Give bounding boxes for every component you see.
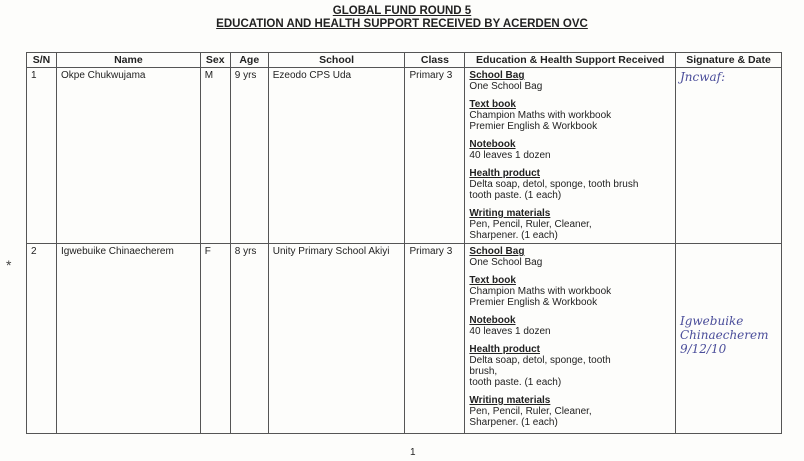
cell-school: Ezeodo CPS Uda — [268, 68, 405, 244]
support-item-line: tooth paste. (1 each) — [469, 377, 562, 388]
table-row — [27, 68, 782, 244]
support-item-line: Premier English & Workbook — [469, 297, 598, 308]
support-item-heading: Health product — [469, 168, 540, 179]
support-item-heading: Health product — [469, 344, 540, 355]
support-item-heading: Writing materials — [469, 208, 551, 219]
table-row — [27, 244, 782, 434]
column-header: Age — [230, 53, 268, 68]
support-table — [26, 52, 782, 434]
cell-age: 8 yrs — [230, 244, 268, 434]
support-item-heading: School Bag — [469, 70, 525, 81]
support-item-heading: Text book — [469, 99, 516, 110]
column-header: School — [268, 53, 405, 68]
support-item-line: Delta soap, detol, sponge, tooth brush — [469, 179, 639, 190]
signature-date: 9/12/10 — [679, 342, 727, 356]
cell-name: Igwebuike Chinaecherem — [56, 244, 200, 434]
column-header: Name — [56, 53, 200, 68]
support-item-line: Premier English & Workbook — [469, 121, 598, 132]
support-item-heading: Text book — [469, 275, 516, 286]
cell-support — [465, 244, 676, 434]
support-item-line: One School Bag — [469, 81, 543, 92]
cell-sex: M — [200, 68, 230, 244]
margin-asterisk: * — [6, 257, 12, 273]
support-item — [469, 344, 671, 388]
support-item — [469, 208, 671, 241]
cell-class: Primary 3 — [405, 244, 465, 434]
document-subtitle: EDUCATION AND HEALTH SUPPORT RECEIVED BY ACERDEN OVC — [216, 18, 588, 30]
support-item — [469, 139, 671, 161]
support-item-line: Champion Maths with workbook — [469, 110, 612, 121]
column-header: S/N — [27, 53, 57, 68]
signature: Jncwaf: — [679, 70, 726, 84]
document-title: GLOBAL FUND ROUND 5 — [332, 5, 472, 17]
support-item — [469, 246, 671, 268]
support-item-line: 40 leaves 1 dozen — [469, 326, 551, 337]
support-item-line: Sharpener. (1 each) — [469, 417, 558, 428]
page-number: 1 — [410, 447, 416, 458]
support-item-line: 40 leaves 1 dozen — [469, 150, 551, 161]
support-item-line: Pen, Pencil, Ruler, Cleaner, — [469, 219, 592, 230]
column-header: Signature & Date — [675, 53, 781, 68]
support-item-line: One School Bag — [469, 257, 543, 268]
support-item — [469, 395, 671, 428]
cell-sn: 2 — [27, 244, 57, 434]
cell-sex: F — [200, 244, 230, 434]
cell-age: 9 yrs — [230, 68, 268, 244]
support-item — [469, 315, 671, 337]
cell-support — [465, 68, 676, 244]
support-item-line: brush, — [469, 366, 498, 377]
support-item-heading: Notebook — [469, 315, 516, 326]
cell-sn: 1 — [27, 68, 57, 244]
support-item-heading: Writing materials — [469, 395, 551, 406]
support-item-line: Sharpener. (1 each) — [469, 230, 558, 241]
support-item-heading: Notebook — [469, 139, 516, 150]
support-item-line: Delta soap, detol, sponge, tooth — [469, 355, 611, 366]
cell-signature — [675, 68, 781, 244]
signature: Igwebuike Chinaecherem — [679, 314, 769, 342]
support-item-line: tooth paste. (1 each) — [469, 190, 562, 201]
cell-name: Okpe Chukwujama — [56, 68, 200, 244]
cell-class: Primary 3 — [405, 68, 465, 244]
column-header: Education & Health Support Received — [465, 53, 676, 68]
cell-signature — [675, 244, 781, 434]
support-item — [469, 70, 671, 92]
support-item — [469, 275, 671, 308]
support-item-line: Pen, Pencil, Ruler, Cleaner, — [469, 406, 592, 417]
cell-school: Unity Primary School Akiyi — [268, 244, 405, 434]
column-header: Class — [405, 53, 465, 68]
column-header: Sex — [200, 53, 230, 68]
support-item-heading: School Bag — [469, 246, 525, 257]
support-item — [469, 99, 671, 132]
support-item — [469, 168, 671, 201]
support-item-line: Champion Maths with workbook — [469, 286, 612, 297]
